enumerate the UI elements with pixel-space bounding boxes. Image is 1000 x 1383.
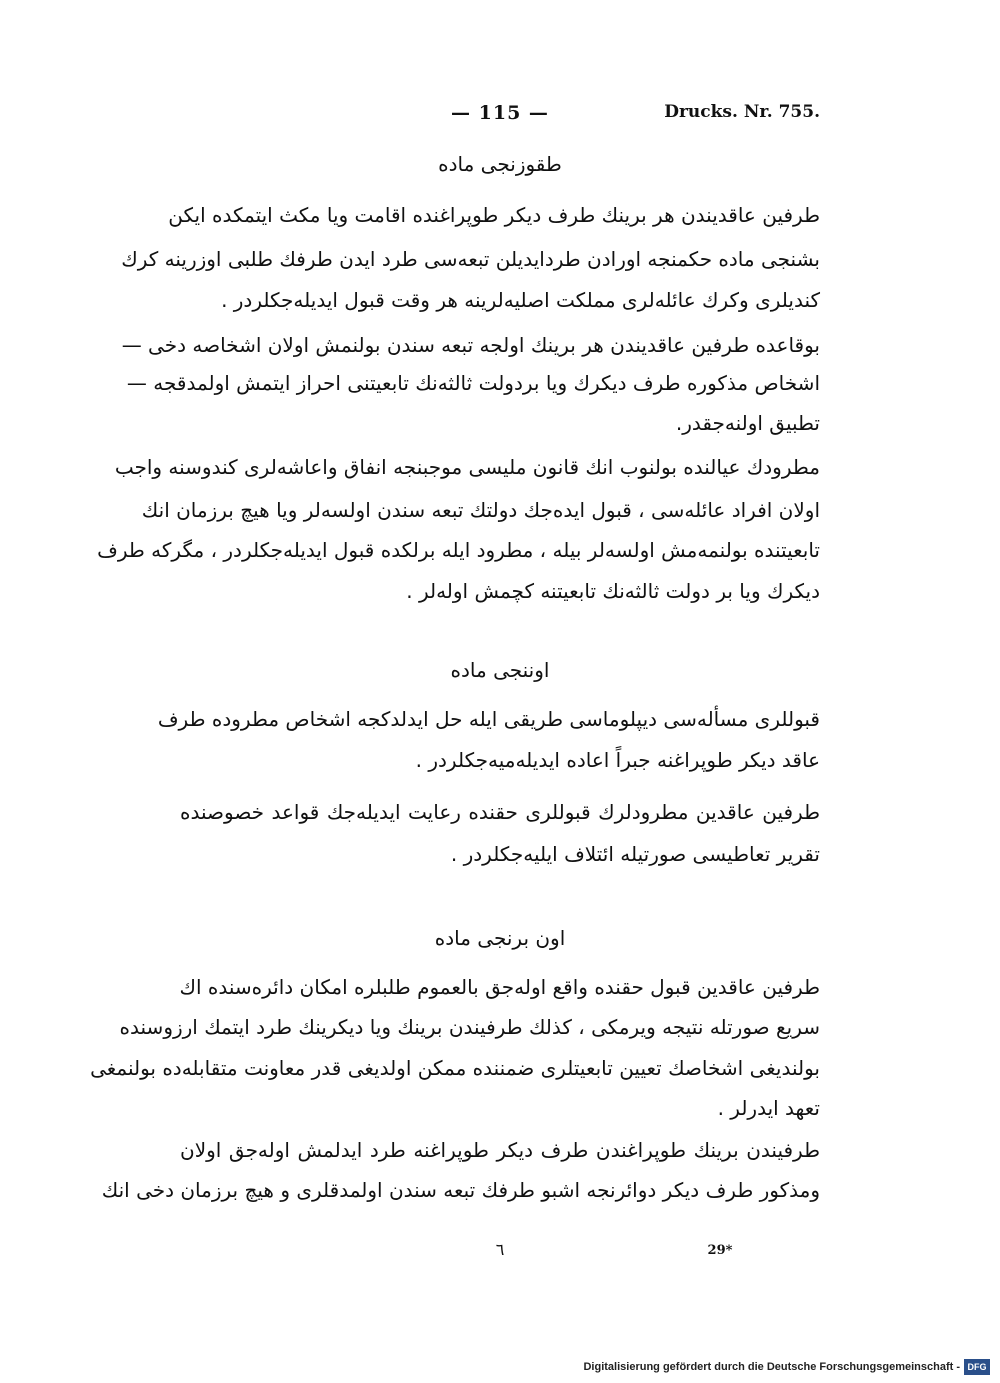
paragraph-line: عاقد دیكر طوپراغنه جبراً اعاده ایدیله‌میه‌جكلردر . — [415, 748, 820, 772]
paragraph-line: مطرودك عیالنده بولنوب انك قانون ملیسی موجبنجه انفاق واعاشه‌لری كندوسنه واجب — [114, 455, 820, 479]
paragraph-line: تطبیق اولنه‌جقدر. — [675, 411, 820, 435]
paragraph-line: كندیلری وكرك عائله‌لری مملكت اصلیه‌لرینه هر وقت قبول ایدیله‌جكلردر . — [221, 288, 820, 312]
paragraph-line: دیكرك ویا بر دولت ثالثه‌نك تابعیتنه كچمش اوله‌لر . — [406, 579, 820, 603]
dfg-watermark — [583, 1357, 990, 1377]
paragraph-line: بشنجی ماده حكمنجه اورادن طردایدیلن تبعه‌سی طرد ایدن طرفك طلبی اوزرینه كرك — [121, 247, 820, 271]
paragraph-line: اولان افراد عائله‌سی ، قبول ایده‌جك دولتك تبعه سندن اولسه‌لر ویا هیچ برزمان انك — [141, 498, 820, 522]
paragraph-line: طرفیندن برینك طوپراغندن طرف دیكر طوپراغنه طرد ایدلمش اوله‌جق اولان — [180, 1138, 820, 1162]
article-heading: اوننجی ماده — [450, 658, 550, 682]
arabic-page-number: ٦ — [495, 1240, 505, 1259]
article-heading: اون برنجی ماده — [434, 926, 566, 950]
paragraph-line: اشخاص مذكوره طرف دیكرك ویا بردولت ثالثه‌نك تابعیتنی احراز ایتمش اولمدقجه — — [126, 371, 820, 395]
paragraph-line: تقریر تعاطیسی صورتیله ائتلاف ایلیه‌جكلردر . — [450, 842, 820, 866]
document-reference: Drucks. Nr. 755. — [664, 102, 820, 122]
paragraph-line: سریع صورتله نتیجه ویرمكی ، كذلك طرفیندن برینك ویا دیكرینك طرد ایتمك ارزوسنده — [119, 1015, 820, 1039]
page-number: — 115 — — [451, 102, 549, 124]
paragraph-line: طرفین عاقدین قبول حقنده واقع اوله‌جق بالعموم طلبلره امكان دائره‌سنده اك — [179, 975, 820, 999]
paragraph-line: تابعیتنده بولنمه‌مش اولسه‌لر بیله ، مطرود ایله برلكده قبول ایدیله‌جكلردر ، مگركه طرف — [97, 538, 820, 562]
paragraph-line: بولندیغی اشخاصك تعیین تابعیتلری ضمننده ممكن اولدیغی قدر معاونت متقابله‌ده بولنمغی — [90, 1056, 820, 1080]
paragraph-line: طرفین عاقدین مطرودلرك قبوللری حقنده رعایت ایدیله‌جك قواعد خصوصنده — [180, 800, 820, 824]
dfg-logo: DFG — [964, 1359, 990, 1375]
paragraph-line: قبوللری مسأله‌سی دیپلوماسی طریقی ایله حل ایدلدكجه اشخاص مطروده طرف — [157, 707, 820, 731]
paragraph-line: بوقاعده طرفین عاقدیندن هر برینك اولجه تبعه سندن بولنمش اولان اشخاصه دخی — — [121, 333, 820, 357]
paragraph-line: طرفین عاقدیندن هر برینك طرف دیكر طوپراغنده اقامت ویا مكث ایتمكده ایكن — [168, 203, 820, 227]
paragraph-line: ومذكور طرف دیكر دوائرنجه اشبو طرفك تبعه سندن اولمدقلری و هیچ برزمان دخی انك — [101, 1178, 820, 1202]
article-heading: طقوزنجی ماده — [438, 152, 562, 176]
signature-mark: 29* — [707, 1243, 733, 1258]
paragraph-line: تعهد ایدرلر . — [717, 1096, 820, 1120]
dfg-watermark-text: Digitalisierung gefördert durch die Deutsche Forschungsgemeinschaft - — [583, 1361, 960, 1373]
